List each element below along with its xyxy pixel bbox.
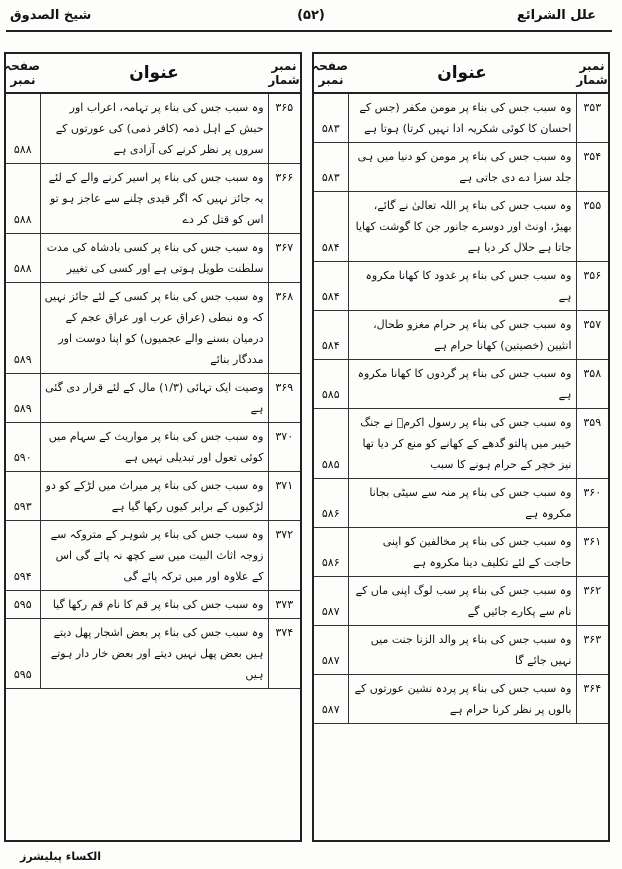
- entry-number: ۳۶۶: [268, 164, 300, 234]
- entry-title: وہ سبب جس کی بناء پر میراث میں لڑکے کو دو لڑکیوں کے برابر کیوں رکھا گیا ہے: [40, 472, 268, 521]
- entry-number: ۳۶۴: [576, 675, 608, 724]
- entry-page: ۵۸۹: [6, 283, 40, 374]
- entry-page: ۵۸۴: [314, 311, 348, 360]
- index-row: [6, 423, 300, 472]
- entry-page: ۵۹۰: [6, 423, 40, 472]
- entry-page: ۵۸۷: [314, 626, 348, 675]
- entry-page: ۵۸۸: [6, 164, 40, 234]
- index-row: [6, 234, 300, 283]
- entry-number: ۳۵۳: [576, 93, 608, 143]
- index-row: [314, 577, 608, 626]
- index-row: [314, 192, 608, 262]
- entry-title: وہ سبب جس کی بناء پر مخالفین کو اپنی حاجت کے لئے تکلیف دینا مکروہ ہے: [348, 528, 576, 577]
- entry-number: ۳۵۸: [576, 360, 608, 409]
- index-row: [314, 93, 608, 143]
- entry-page: ۵۹۳: [6, 472, 40, 521]
- entry-title: وہ سبب جس کی بناء پر والد الزنا جنت میں نہیں جائے گا: [348, 626, 576, 675]
- entry-title: وہ سبب جس کی بناء پر رسول اکرمؐ نے جنگ خیبر میں پالتو گدھے کے کھانے کو منع کر دیا تھا نیز خچر کے حرام ہونے کا سبب: [348, 409, 576, 479]
- entry-page: ۵۸۸: [6, 93, 40, 164]
- right-index-table: [314, 54, 608, 724]
- entry-number: ۳۵۴: [576, 143, 608, 192]
- entry-number: ۳۶۳: [576, 626, 608, 675]
- col-page-header: صفحہ نمبر: [314, 54, 348, 93]
- entry-title: وہ سبب جس کی بناء پر مومن کو دنیا میں ہی جلد سزا دے دی جاتی ہے: [348, 143, 576, 192]
- entry-title: وہ سبب جس کی بناء پر اسیر کرنے والے کے لئے یہ جائز نہیں کہ اگر قیدی چلنے سے عاجز ہو تو اس کو قتل کر دے: [40, 164, 268, 234]
- entry-number: ۳۶۵: [268, 93, 300, 164]
- entry-number: ۳۷۱: [268, 472, 300, 521]
- entry-title: وہ سبب جس کی بناء پر گردوں کا کھانا مکروہ ہے: [348, 360, 576, 409]
- entry-number: ۳۷۲: [268, 521, 300, 591]
- left-column: [4, 52, 302, 842]
- index-row: [314, 143, 608, 192]
- header-author: شیخ الصدوق: [10, 8, 92, 23]
- entry-page: ۵۸۵: [314, 409, 348, 479]
- entry-number: ۳۶۰: [576, 479, 608, 528]
- entry-number: ۳۷۴: [268, 619, 300, 689]
- entry-page: ۵۸۴: [314, 262, 348, 311]
- index-row: [314, 626, 608, 675]
- index-row: [6, 374, 300, 423]
- col-number-header: نمبر شمار: [268, 54, 300, 93]
- entry-page: ۵۸۹: [6, 374, 40, 423]
- entry-number: ۳۶۲: [576, 577, 608, 626]
- index-row: [314, 409, 608, 479]
- entry-title: وہ سبب جس کی بناء پر حرام مغزو طحال، انثیین (خصیتین) کھانا حرام ہے: [348, 311, 576, 360]
- entry-title: وہ سبب جس کی بناء پر شوہر کے متروکہ سے زوجہ اثاث البیت میں سے کچھ نہ پائے گی اس کے علاوہ اور میں ترکہ پائے گی: [40, 521, 268, 591]
- entry-title: وہ سبب جس کی بناء پر غدود کا کھانا مکروہ ہے: [348, 262, 576, 311]
- index-row: [6, 472, 300, 521]
- entry-title: وہ سبب جس کی بناء پر مومن مکفر (جس کے احسان کا کوئی شکریہ ادا نہیں کرتا) ہوتا ہے: [348, 93, 576, 143]
- index-row: [6, 591, 300, 619]
- entry-number: ۳۶۷: [268, 234, 300, 283]
- entry-page: ۵۸۵: [314, 360, 348, 409]
- entry-page: ۵۸۴: [314, 192, 348, 262]
- publisher-footer: الکساء پبلیشرز: [20, 850, 102, 863]
- index-row: [6, 521, 300, 591]
- entry-number: ۳۵۶: [576, 262, 608, 311]
- entry-page: ۵۹۵: [6, 591, 40, 619]
- index-row: [314, 528, 608, 577]
- entry-page: ۵۸۸: [6, 234, 40, 283]
- index-row: [314, 311, 608, 360]
- index-row: [314, 479, 608, 528]
- entry-page: ۵۸۶: [314, 528, 348, 577]
- entry-number: ۳۶۹: [268, 374, 300, 423]
- header-rule: [6, 30, 612, 32]
- entry-title: وہ سبب جس کی بناء پر مواریث کے سہام میں کوئی تعول اور تبدیلی نہیں ہے: [40, 423, 268, 472]
- entry-number: ۳۵۵: [576, 192, 608, 262]
- entry-title: وہ سبب جس کی بناء پر منہ سے سیٹی بجانا مکروہ ہے: [348, 479, 576, 528]
- header-book-title: علل الشرائع: [516, 8, 596, 23]
- entry-page: ۵۹۴: [6, 521, 40, 591]
- entry-page: ۵۹۵: [6, 619, 40, 689]
- entry-title: وہ سبب جس کی بناء پر کسی بادشاہ کی مدت سلطنت طویل ہوتی ہے اور کسی کی تغییر: [40, 234, 268, 283]
- entry-title: وہ سبب جس کی بناء پر پردہ نشین عورتوں کے بالوں پر نظر کرنا حرام ہے: [348, 675, 576, 724]
- col-number-header: نمبر شمار: [576, 54, 608, 93]
- entry-page: ۵۸۷: [314, 577, 348, 626]
- entry-page: ۵۸۷: [314, 675, 348, 724]
- index-row: [314, 262, 608, 311]
- entry-title: وصیت ایک تہائی (۱/۳) مال کے لئے قرار دی گئی ہے: [40, 374, 268, 423]
- entry-page: ۵۸۳: [314, 93, 348, 143]
- col-title-header: عنوان: [40, 54, 268, 93]
- index-row: [6, 164, 300, 234]
- index-row: [6, 93, 300, 164]
- entry-number: ۳۶۸: [268, 283, 300, 374]
- entry-title: وہ سبب جس کی بناء پر بعض اشجار پھل دیتے ہیں بعض پھل نہیں دیتے اور بعض خار دار ہوتے ہیں: [40, 619, 268, 689]
- entry-number: ۳۷۳: [268, 591, 300, 619]
- index-row: [6, 283, 300, 374]
- col-page-header: صفحہ نمبر: [6, 54, 40, 93]
- entry-title: وہ سبب جس کی بناء پر سب لوگ اپنی ماں کے نام سے پکارے جائیں گے: [348, 577, 576, 626]
- entry-page: ۵۸۳: [314, 143, 348, 192]
- right-column: [312, 52, 610, 842]
- entry-title: وہ سبب جس کی بناء پر اللہ تعالیٰ نے گائے، بھیڑ، اونٹ اور دوسرے جانور جن کا گوشت کھایا جاتا ہے حلال کر دیا ہے: [348, 192, 576, 262]
- entry-number: ۳۵۹: [576, 409, 608, 479]
- entry-title: وہ سبب جس کی بناء پر کسی کے لئے جائز نہیں کہ وہ نبطی (عراق عرب اور عراق عجم کے درمیان بسنے والے عجمیوں) کو اپنا دوست اور مددگار بنائے: [40, 283, 268, 374]
- index-row: [314, 360, 608, 409]
- entry-page: ۵۸۶: [314, 479, 348, 528]
- entry-title: وہ سبب جس کی بناء پر تہامہ، اعراب اور حبش کے اہل ذمہ (کافر ذمی) کی عورتوں کے سروں پر نظر کرنے کی آزادی ہے: [40, 93, 268, 164]
- entry-title: وہ سبب جس کی بناء پر قم کا نام قم رکھا گیا: [40, 591, 268, 619]
- page-number: (۵۲): [297, 8, 325, 23]
- entry-number: ۳۵۷: [576, 311, 608, 360]
- left-index-table: [6, 54, 300, 689]
- entry-number: ۳۶۱: [576, 528, 608, 577]
- col-title-header: عنوان: [348, 54, 576, 93]
- page-header: [0, 4, 622, 32]
- index-row: [6, 619, 300, 689]
- index-row: [314, 675, 608, 724]
- entry-number: ۳۷۰: [268, 423, 300, 472]
